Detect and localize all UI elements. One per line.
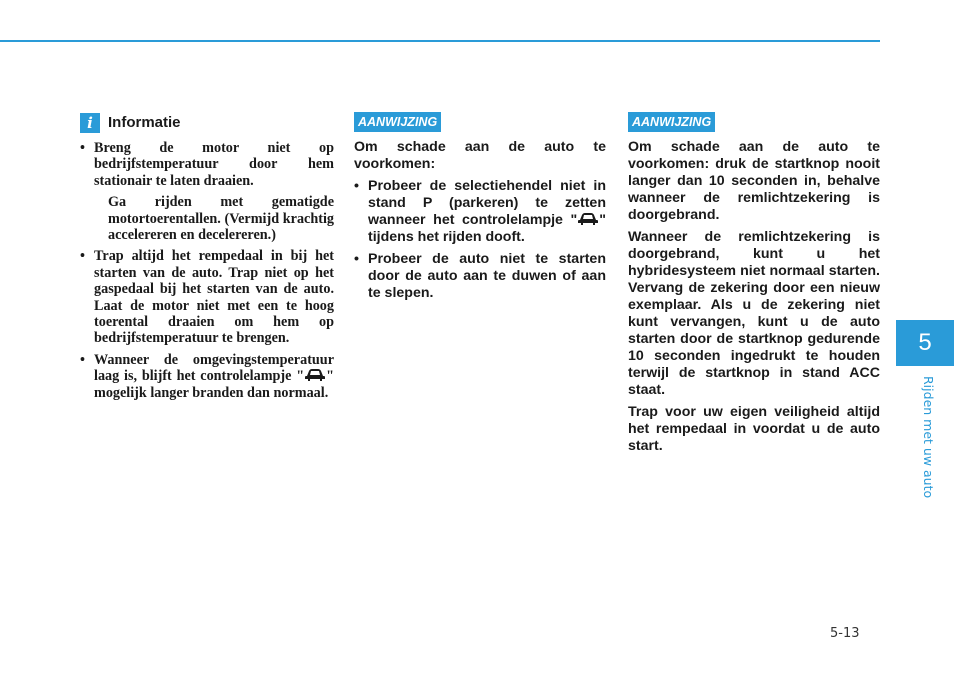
notice-2-paragraph-2: Wanneer de remlichtzekering is doorgebrand, kunt u het hybridesysteem niet normaal starten. Vervang de zekering door een nieuw exemplaar. Als u de zekering niet kunt vervangen, kunt u de auto starten door de startknop gedurende 10 seconden ingedrukt te houden terwijl de startknop in stand ACC staat. [628, 229, 880, 398]
chapter-tab [896, 320, 954, 366]
list-item [80, 140, 334, 243]
notice-section-2 [628, 112, 880, 460]
notice-1-bullet-2: Probeer de auto niet te starten door de auto aan te duwen of aan te slepen. [368, 251, 606, 301]
info-bullet-3-pre: Wanneer de omgevingstemperatuur laag is, blijft het controlelampje " [94, 351, 334, 385]
info-bullet-1: • Breng de motor niet op bedrijfstemperatuur door hem stationair te laten draaien. [94, 140, 334, 189]
car-ready-icon [577, 212, 599, 226]
top-rule [0, 40, 880, 42]
notice-2-paragraph-3: Trap voor uw eigen veiligheid altijd het rempedaal in voordat u de auto start. [628, 404, 880, 454]
notice-2-paragraph-1: Om schade aan de auto te voorkomen: druk de startknop nooit langer dan 10 seconden in, behalve wanneer de remlichtzekering is doorgebrand. [628, 139, 880, 223]
info-bullet-1-sub: Ga rijden met gematigde motortoerentallen. (Vermijd krachtig accelereren en decelereren.) [108, 194, 334, 244]
chapter-number: 5 [918, 329, 932, 356]
list-item [354, 178, 606, 246]
notice-section-1 [354, 112, 606, 307]
notice-1-intro: Om schade aan de auto te voorkomen: [354, 139, 606, 172]
notice-1-list [354, 178, 606, 302]
info-bullet-2: Trap altijd het rempedaal in bij het starten van de auto. Trap niet op het gaspedaal bij het starten van de auto. Laat de motor niet met een te hoog toerental draaien om hem op bedrijfstemperatuur te brengen. [94, 248, 334, 347]
list-item [354, 251, 606, 302]
info-header [80, 112, 334, 134]
notice-badge: AANWIJZING [628, 112, 715, 132]
chapter-title: Rijden met uw auto [921, 376, 936, 499]
list-item [80, 352, 334, 401]
notice-badge: AANWIJZING [354, 112, 441, 132]
info-section [80, 112, 334, 406]
notice-1-bullet-1-pre: Probeer de selectiehendel niet in stand P (parkeren) te zetten wanneer het controlelampje " [368, 178, 606, 228]
info-bullet-3-post: " mogelijk langer branden dan normaal. [94, 368, 334, 401]
list-item [80, 248, 334, 346]
info-title: Informatie [108, 113, 181, 131]
page-number: 5-13 [830, 626, 860, 641]
info-icon: i [80, 113, 100, 133]
info-list [80, 140, 334, 401]
car-ready-icon [304, 368, 326, 382]
notice-1-bullet-1-post: " tijdens het rijden dooft. [368, 212, 606, 245]
